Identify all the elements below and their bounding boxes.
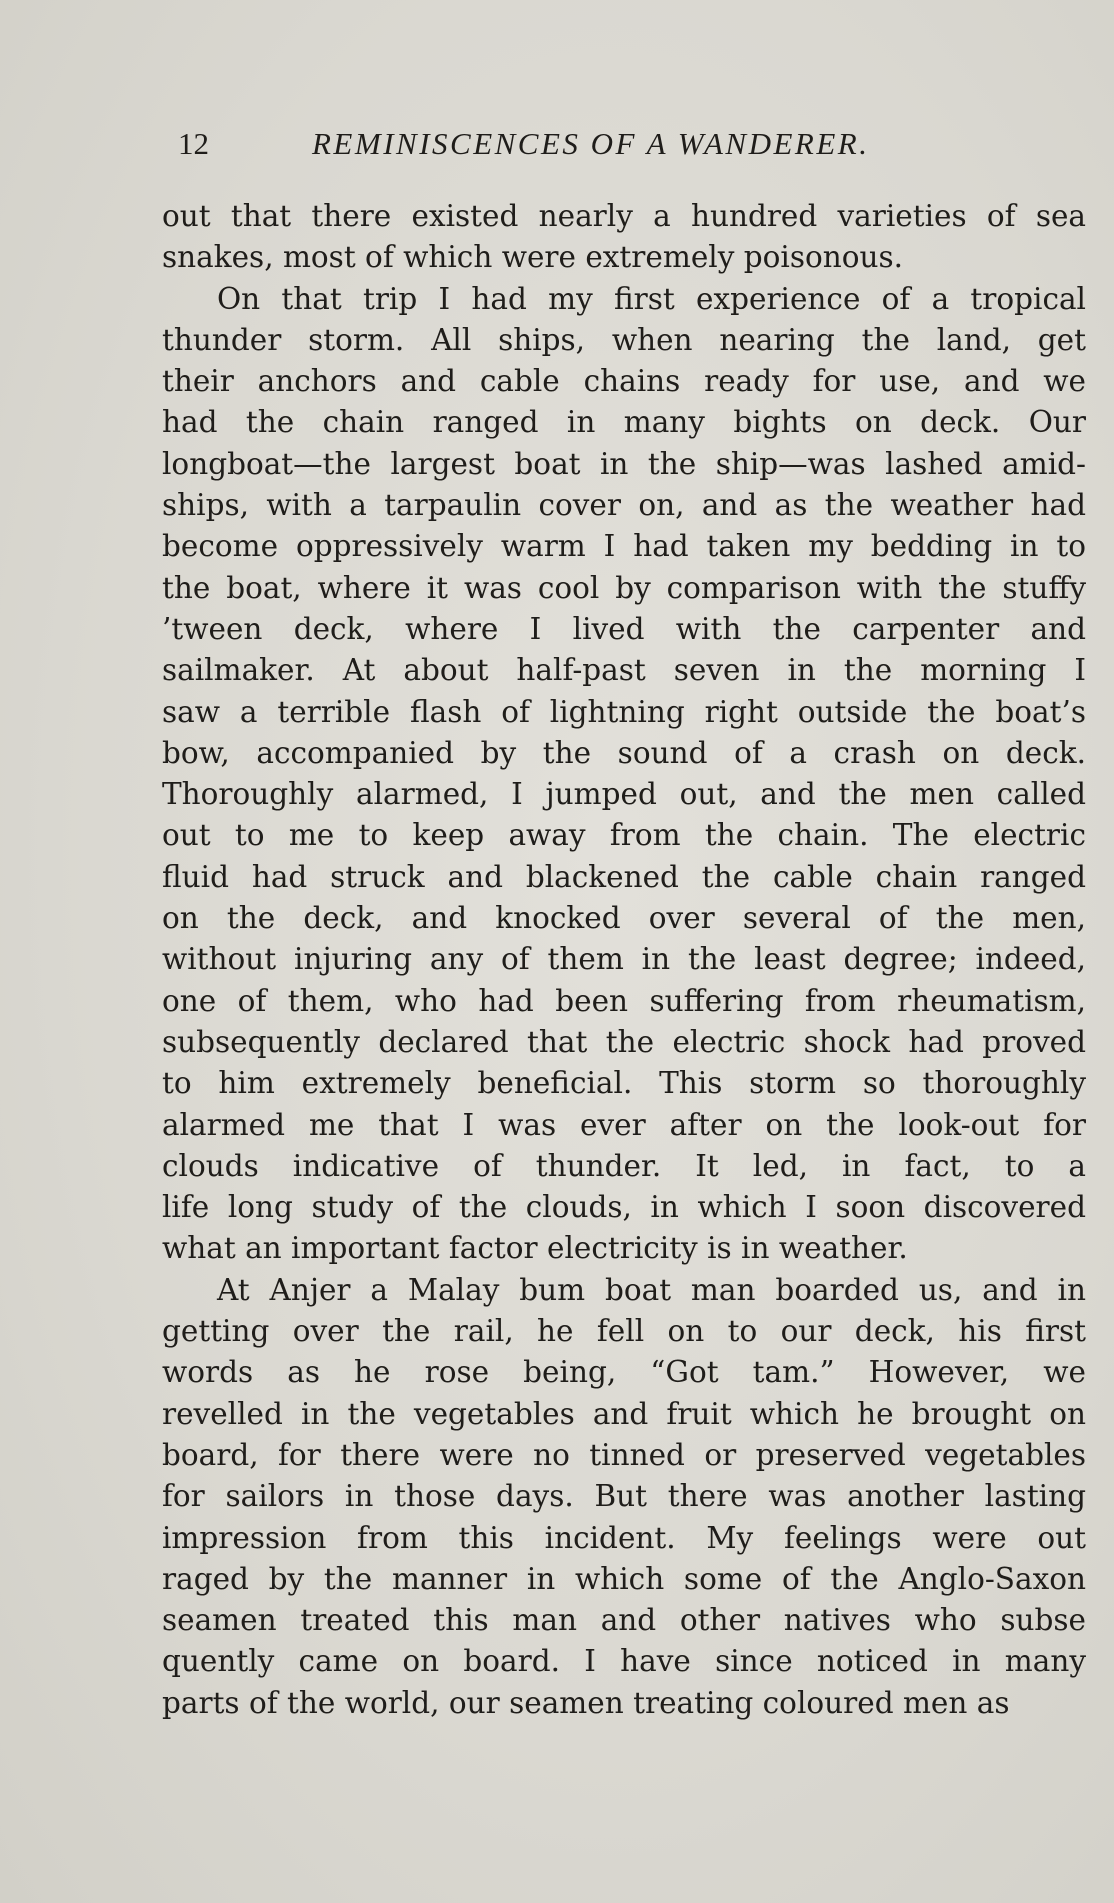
text-line: out to me to keep away from the chain. The electric <box>162 818 1086 853</box>
text-line: board, for there were no tinned or preserved vegetables <box>162 1437 1086 1472</box>
paragraph <box>162 279 1086 1270</box>
text-line: to him extremely beneficial. This storm so thoroughly <box>162 1066 1086 1101</box>
text-line: bow, accompanied by the sound of a crash on deck. <box>162 735 1086 770</box>
text-line: ’tween deck, where I lived with the carpenter and <box>162 611 1086 646</box>
text-line: the boat, where it was cool by comparison with the stuffy <box>162 570 1086 605</box>
text-line: become oppressively warm I had taken my bedding in to <box>162 529 1086 564</box>
text-line: on the deck, and knocked over several of the men, <box>162 901 1086 936</box>
text-line: quently came on board. I have since noticed in many <box>162 1644 1086 1679</box>
page-header <box>178 126 958 166</box>
text-line: parts of the world, our seamen treating coloured men as <box>162 1685 1010 1720</box>
text-line: their anchors and cable chains ready for use, and we <box>162 364 1086 399</box>
paragraph <box>162 1270 1086 1724</box>
text-line: Thoroughly alarmed, I jumped out, and the men called <box>162 777 1086 812</box>
page-number: 12 <box>178 126 209 161</box>
text-line: raged by the manner in which some of the Anglo-Saxon <box>162 1561 1086 1596</box>
text-line: snakes, most of which were extremely poisonous. <box>162 240 904 275</box>
text-line: had the chain ranged in many bights on deck. Our <box>162 405 1086 440</box>
text-line: subsequently declared that the electric shock had proved <box>162 1024 1086 1059</box>
paragraph <box>162 196 1086 279</box>
text-line: words as he rose being, “Got tam.” However, we <box>162 1355 1086 1390</box>
text-line: fluid had struck and blackened the cable chain ranged <box>162 859 1086 894</box>
text-line: alarmed me that I was ever after on the look-out for <box>162 1107 1086 1142</box>
text-line: getting over the rail, he fell on to our deck, his first <box>162 1314 1086 1349</box>
text-line: At Anjer a Malay bum boat man boarded us, and in <box>217 1272 1086 1307</box>
text-line: clouds indicative of thunder. It led, in fact, to a <box>162 1148 1086 1183</box>
text-line: longboat—the largest boat in the ship—was lashed amid- <box>162 446 1086 481</box>
text-line: On that trip I had my first experience of a tropical <box>217 281 1086 316</box>
text-line: ships, with a tarpaulin cover on, and as the weather had <box>162 488 1086 523</box>
body-text <box>162 196 1086 1724</box>
text-line: thunder storm. All ships, when nearing the land, get <box>162 322 1086 357</box>
text-line: for sailors in those days. But there was another lasting <box>162 1479 1086 1514</box>
text-line: life long study of the clouds, in which I soon discovered <box>162 1190 1086 1225</box>
running-title: REMINISCENCES OF A WANDERER. <box>312 126 870 161</box>
text-line: impression from this incident. My feelings were out <box>162 1520 1086 1555</box>
text-line: without injuring any of them in the least degree; indeed, <box>162 942 1086 977</box>
text-line: what an important factor electricity is in weather. <box>162 1231 908 1266</box>
text-line: revelled in the vegetables and fruit which he brought on <box>162 1396 1086 1431</box>
text-line: saw a terrible flash of lightning right outside the boat’s <box>162 694 1086 729</box>
text-line: one of them, who had been suffering from rheumatism, <box>162 983 1086 1018</box>
text-line: seamen treated this man and other natives who subse <box>162 1603 1086 1638</box>
text-line: out that there existed nearly a hundred varieties of sea <box>162 199 1086 233</box>
text-line: sailmaker. At about half-past seven in the morning I <box>162 653 1086 688</box>
